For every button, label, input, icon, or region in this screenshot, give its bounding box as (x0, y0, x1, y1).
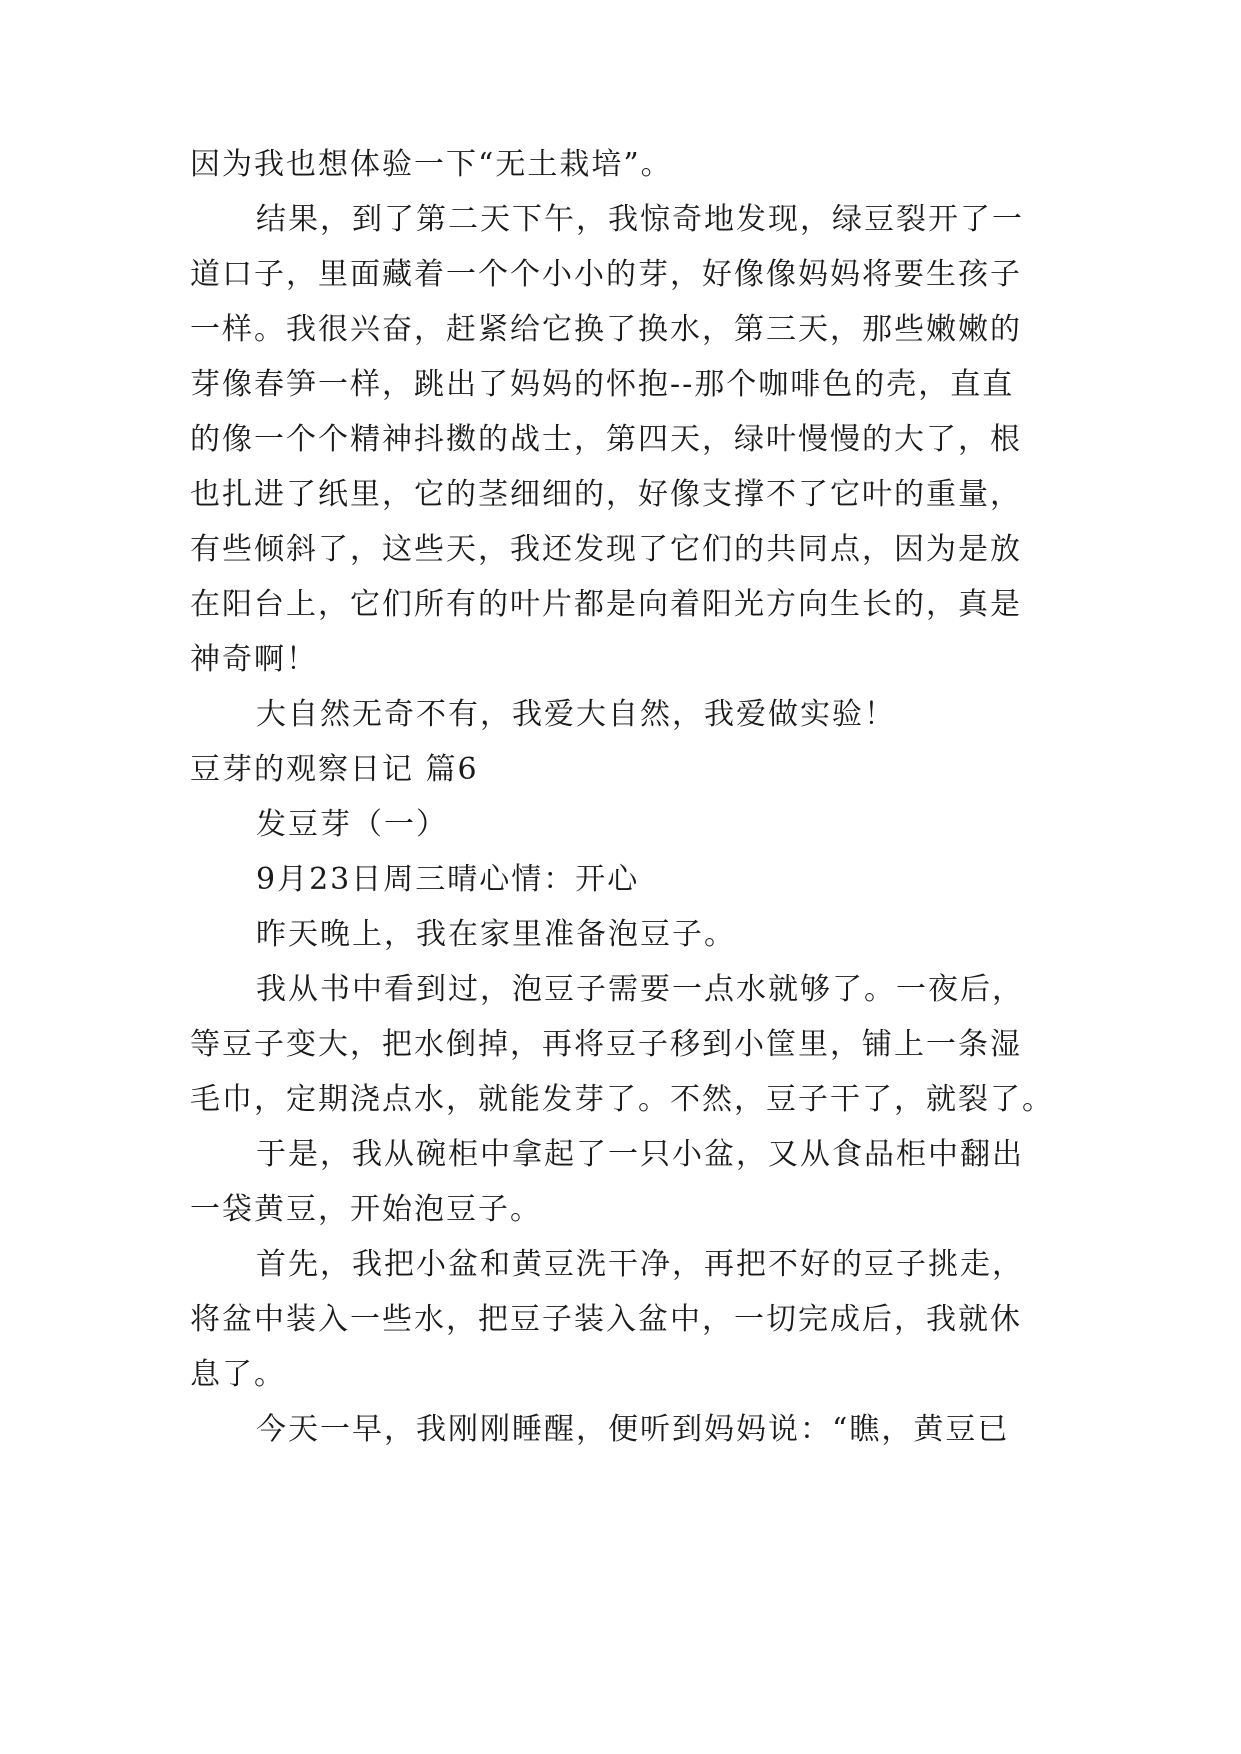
diary-date-line: 9月23日周三晴心情：开心 (256, 862, 640, 897)
text-line: 息了。 (190, 1357, 286, 1392)
text-line: 的像一个个精神抖擞的战士，第四天，绿叶慢慢的大了，根 (190, 422, 1022, 457)
paragraph-line: 首先，我把小盆和黄豆洗干净，再把不好的豆子挑走， (256, 1247, 1024, 1282)
text-line: 在阳台上，它们所有的叶片都是向着阳光方向生长的，真是 (190, 587, 1022, 622)
text-line: 因为我也想体验一下“无土栽培”。 (190, 147, 673, 182)
section-heading: 豆芽的观察日记 篇6 (190, 752, 479, 787)
text-line: 等豆子变大，把水倒掉，再将豆子移到小筐里，铺上一条湿 (190, 1027, 1022, 1062)
paragraph-line: 于是，我从碗柜中拿起了一只小盆，又从食品柜中翻出 (256, 1137, 1024, 1172)
paragraph-line: 今天一早，我刚刚睡醒，便听到妈妈说：“瞧，黄豆已 (256, 1412, 1010, 1447)
text-line: 神奇啊！ (190, 642, 318, 677)
text-line: 将盆中装入一些水，把豆子装入盆中，一切完成后，我就休 (190, 1302, 1022, 1337)
text-line: 一样。我很兴奋，赶紧给它换了换水，第三天，那些嫩嫩的 (190, 312, 1022, 347)
paragraph-line: 大自然无奇不有，我爱大自然，我爱做实验！ (256, 697, 896, 732)
subheading: 发豆芽（一） (256, 807, 448, 842)
text-line: 芽像春笋一样，跳出了妈妈的怀抱--那个咖啡色的壳，直直 (190, 367, 1015, 402)
text-line: 毛巾，定期浇点水，就能发芽了。不然，豆子干了，就裂了。 (190, 1082, 1054, 1117)
text-line: 也扎进了纸里，它的茎细细的，好像支撑不了它叶的重量， (190, 477, 1022, 512)
text-line: 一袋黄豆，开始泡豆子。 (190, 1192, 542, 1227)
text-line: 道口子，里面藏着一个个小小的芽，好像像妈妈将要生孩子 (190, 257, 1022, 292)
text-line: 有些倾斜了，这些天，我还发现了它们的共同点，因为是放 (190, 532, 1022, 567)
paragraph-line: 结果，到了第二天下午，我惊奇地发现，绿豆裂开了一 (256, 202, 1024, 237)
paragraph-line: 我从书中看到过，泡豆子需要一点水就够了。一夜后， (256, 972, 1024, 1007)
paragraph-line: 昨天晚上，我在家里准备泡豆子。 (256, 917, 736, 952)
